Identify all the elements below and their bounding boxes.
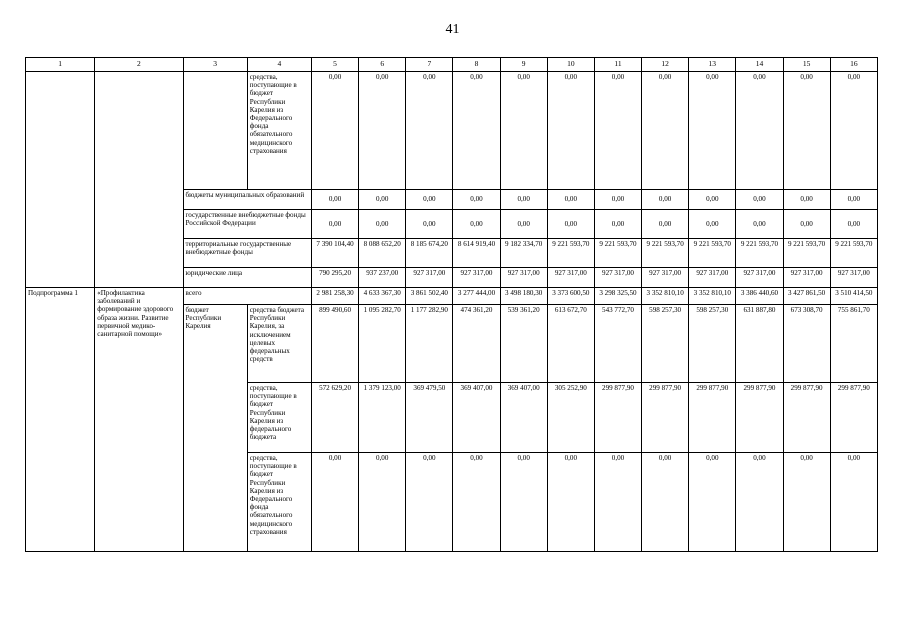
table-cell: 3 510 414,50 [830, 288, 877, 305]
table-cell: 0,00 [594, 190, 641, 210]
table-cell: 474 361,20 [453, 305, 500, 383]
table-cell: 299 877,90 [689, 383, 736, 453]
table-cell: 543 772,70 [594, 305, 641, 383]
header-cell: 5 [311, 58, 358, 72]
table-cell: 3 373 600,50 [547, 288, 594, 305]
table-cell: 0,00 [547, 72, 594, 190]
table-cell: 8 614 919,40 [453, 239, 500, 268]
table-cell: 1 095 282,70 [359, 305, 406, 383]
table-cell: 9 221 593,70 [830, 239, 877, 268]
row-label: государственные внебюджетные фонды Российской Федерации [183, 210, 311, 239]
table-cell: 927 317,00 [642, 268, 689, 288]
table-cell: 3 352 810,10 [689, 288, 736, 305]
header-cell: 15 [783, 58, 830, 72]
table-row [26, 288, 878, 305]
table-cell: 927 317,00 [736, 268, 783, 288]
table-cell: 0,00 [406, 453, 453, 552]
table-cell: 0,00 [736, 210, 783, 239]
row-label: всего [183, 288, 311, 305]
table-cell: 927 317,00 [783, 268, 830, 288]
table-cell: 0,00 [359, 453, 406, 552]
table-cell: 927 317,00 [453, 268, 500, 288]
table-cell: 9 221 593,70 [689, 239, 736, 268]
header-row [26, 58, 878, 72]
table-cell: 0,00 [689, 72, 736, 190]
table-cell: 0,00 [783, 210, 830, 239]
table-cell: 369 479,50 [406, 383, 453, 453]
cell-empty [95, 72, 183, 288]
table-cell: 0,00 [783, 453, 830, 552]
table-cell: 0,00 [830, 72, 877, 190]
table-cell: 0,00 [642, 210, 689, 239]
header-cell: 2 [95, 58, 183, 72]
cell-empty [26, 72, 95, 288]
page-number: 41 [445, 22, 460, 37]
table-cell: 0,00 [642, 190, 689, 210]
table-cell: 3 277 444,00 [453, 288, 500, 305]
table-cell: 0,00 [736, 72, 783, 190]
table-cell: 673 308,70 [783, 305, 830, 383]
table-cell: 927 317,00 [830, 268, 877, 288]
table-cell: 0,00 [689, 190, 736, 210]
table-cell: 8 185 674,20 [406, 239, 453, 268]
header-cell: 10 [547, 58, 594, 72]
table-cell: 539 361,20 [500, 305, 547, 383]
table-cell: 0,00 [547, 210, 594, 239]
row-label: средства, поступающие в бюджет Республики Карелия из федерального бюджета [247, 383, 311, 453]
table-cell: 3 861 502,40 [406, 288, 453, 305]
row-label: средства бюджета Республики Карелия, за исключением целевых федеральных средств [247, 305, 311, 383]
table-cell: 299 877,90 [594, 383, 641, 453]
table-cell: 1 379 123,00 [359, 383, 406, 453]
table-cell: 3 427 861,50 [783, 288, 830, 305]
table-cell: 0,00 [453, 453, 500, 552]
row-label: юридические лица [183, 268, 311, 288]
table-cell: 3 386 440,60 [736, 288, 783, 305]
table-cell: 2 981 258,30 [311, 288, 358, 305]
cell-empty [183, 72, 247, 190]
table-cell: 1 177 282,90 [406, 305, 453, 383]
header-cell: 8 [453, 58, 500, 72]
table-cell: 0,00 [547, 190, 594, 210]
table-cell: 0,00 [359, 72, 406, 190]
table-cell: 7 390 104,40 [311, 239, 358, 268]
table-cell: 0,00 [594, 72, 641, 190]
table-cell: 0,00 [359, 190, 406, 210]
table-cell: 369 407,00 [453, 383, 500, 453]
table-cell: 0,00 [642, 72, 689, 190]
table-cell: 0,00 [783, 190, 830, 210]
table-cell: 0,00 [830, 190, 877, 210]
budget-table [25, 57, 878, 552]
table-cell: 0,00 [689, 210, 736, 239]
table-cell: 305 252,90 [547, 383, 594, 453]
table-cell: 927 317,00 [689, 268, 736, 288]
header-cell: 3 [183, 58, 247, 72]
table-cell: 0,00 [736, 190, 783, 210]
header-cell: 7 [406, 58, 453, 72]
table-cell: 755 861,70 [830, 305, 877, 383]
header-cell: 4 [247, 58, 311, 72]
table-cell: 0,00 [406, 190, 453, 210]
table-cell: 631 887,80 [736, 305, 783, 383]
header-cell: 12 [642, 58, 689, 72]
table-cell: 0,00 [594, 210, 641, 239]
row-label: бюджеты муниципальных образований [183, 190, 311, 210]
table-cell: 9 221 593,70 [594, 239, 641, 268]
header-cell: 6 [359, 58, 406, 72]
table-cell: 299 877,90 [642, 383, 689, 453]
table-cell: 299 877,90 [783, 383, 830, 453]
row-label: средства, поступающие в бюджет Республики Карелия из Федерального фонда обязательного медицинского страхования [247, 453, 311, 552]
table-cell: 9 221 593,70 [736, 239, 783, 268]
table-cell: 3 352 810,10 [642, 288, 689, 305]
table-cell: 598 257,30 [689, 305, 736, 383]
table-cell: 0,00 [311, 210, 358, 239]
table-cell: 0,00 [500, 210, 547, 239]
table-cell: 927 317,00 [547, 268, 594, 288]
table-cell: 4 633 367,30 [359, 288, 406, 305]
table-cell: 0,00 [830, 210, 877, 239]
table-cell: 0,00 [736, 453, 783, 552]
table-cell: 0,00 [500, 190, 547, 210]
table-cell: 598 257,30 [642, 305, 689, 383]
subprogram-name: «Профилактика заболеваний и формирование здорового образа жизни. Развитие первичной медико-санитарной помощи» [95, 288, 183, 552]
subprogram-label: Подпрограмма 1 [26, 288, 95, 552]
table-cell: 927 317,00 [594, 268, 641, 288]
table-cell: 0,00 [453, 210, 500, 239]
table-cell: 8 088 652,20 [359, 239, 406, 268]
table-cell: 3 298 325,50 [594, 288, 641, 305]
table-cell: 0,00 [830, 453, 877, 552]
table-cell: 0,00 [406, 210, 453, 239]
table-cell: 0,00 [311, 72, 358, 190]
table-cell: 0,00 [359, 210, 406, 239]
table-cell: 613 672,70 [547, 305, 594, 383]
row-label: средства, поступающие в бюджет Республики Карелия из Федерального фонда обязательного медицинского страхования [247, 72, 311, 190]
table-cell: 899 490,60 [311, 305, 358, 383]
table-cell: 790 295,20 [311, 268, 358, 288]
row-label: территориальные государственные внебюджетные фонды [183, 239, 311, 268]
header-cell: 14 [736, 58, 783, 72]
table-cell: 0,00 [453, 190, 500, 210]
table-cell: 0,00 [594, 453, 641, 552]
table-cell: 9 221 593,70 [642, 239, 689, 268]
table-cell: 369 407,00 [500, 383, 547, 453]
table-cell: 927 317,00 [500, 268, 547, 288]
table-cell: 0,00 [453, 72, 500, 190]
table-cell: 9 221 593,70 [783, 239, 830, 268]
table-cell: 9 221 593,70 [547, 239, 594, 268]
table-cell: 0,00 [500, 453, 547, 552]
table-cell: 0,00 [642, 453, 689, 552]
table-cell: 0,00 [311, 190, 358, 210]
header-cell: 16 [830, 58, 877, 72]
header-cell: 11 [594, 58, 641, 72]
table-cell: 0,00 [311, 453, 358, 552]
table-cell: 3 498 180,30 [500, 288, 547, 305]
table-cell: 9 182 334,70 [500, 239, 547, 268]
header-cell: 13 [689, 58, 736, 72]
row-group-label: бюджет Республики Карелия [183, 305, 247, 552]
table-cell: 937 237,00 [359, 268, 406, 288]
table-cell: 0,00 [689, 453, 736, 552]
table-row [26, 72, 878, 190]
header-cell: 9 [500, 58, 547, 72]
header-cell: 1 [26, 58, 95, 72]
table-cell: 299 877,90 [736, 383, 783, 453]
table-cell: 572 629,20 [311, 383, 358, 453]
table-cell: 927 317,00 [406, 268, 453, 288]
table-cell: 0,00 [406, 72, 453, 190]
table-cell: 0,00 [500, 72, 547, 190]
table-cell: 0,00 [783, 72, 830, 190]
table-cell: 299 877,90 [830, 383, 877, 453]
table-cell: 0,00 [547, 453, 594, 552]
